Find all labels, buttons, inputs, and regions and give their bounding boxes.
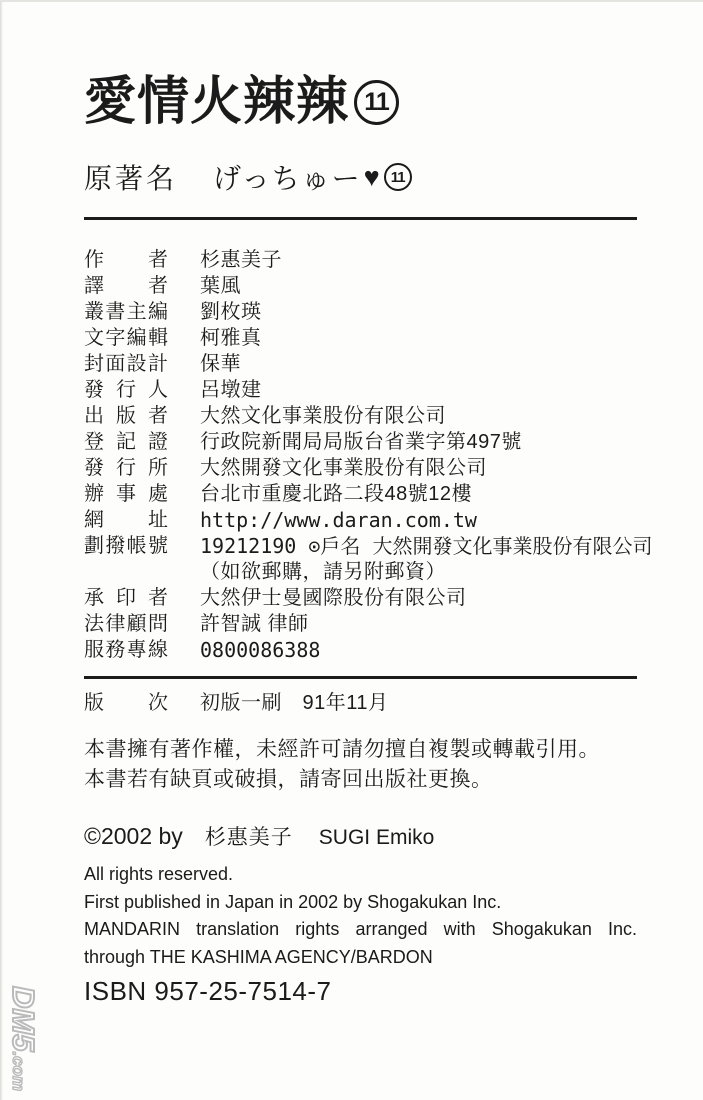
book-title-row [84,74,639,131]
credit-label: 叢 書 主 編 [84,301,168,324]
divider-header [84,217,637,220]
credit-label: 譯 者 [84,275,168,298]
credit-label: 出 版 者 [84,405,168,428]
credit-label: 封 面 設 計 [84,353,168,376]
book-title: 愛情火辣辣 [84,73,350,131]
credit-value: 保華 [200,353,241,376]
watermark-logo-text: DM5 [6,986,41,1052]
credit-value: 行政院新聞局局版台省業字第497號 [200,431,522,454]
damage-return-notice: 本書若有缺頁或破損，請寄回出版社更換。 [84,768,493,792]
credit-label: 網 址 [84,509,168,532]
credit-value: 劉枚瑛 [200,301,262,324]
isbn: ISBN 957-25-7514-7 [84,976,332,1007]
credit-row [84,403,639,429]
rights-reserved-line: All rights reserved. [84,864,234,885]
credit-row [84,351,639,377]
credit-row [84,299,639,325]
copyright-year: ©2002 by [84,823,183,850]
credit-value: 大然開發文化事業股份有限公司 [200,457,487,480]
credit-value: 大然伊士曼國際股份有限公司 [200,587,467,610]
credit-label: 服 務 專 線 [84,639,168,662]
credit-label: 作 者 [84,249,168,272]
original-title: げっちゅー [213,163,362,195]
credit-label: 文 字 編 輯 [84,327,168,350]
copyright-notice: 本書擁有著作權，未經許可請勿擅自複製或轉載引用。 [84,738,600,762]
credit-row [84,247,639,273]
original-volume-badge [384,163,412,191]
credit-value: 台北市重慶北路二段48號12樓 [200,483,472,506]
volume-number: 11 [364,88,389,117]
credit-value: 柯雅真 [200,327,262,350]
heart-icon: ♥ [363,161,380,192]
credit-label: 承 印 者 [84,587,168,610]
credit-value: 19212190 ⊙戶名 大然開發文化事業股份有限公司 [200,534,653,559]
credit-row [84,585,639,611]
credit-value: 杉惠美子 [200,249,282,272]
credit-note: （如欲郵購，請另附郵資） [200,561,446,584]
first-published-line: First published in Japan in 2002 by Shogakukan Inc. [84,891,502,912]
credit-label: 法 律 顧 問 [84,613,168,636]
credit-value: http://www.daran.com.tw [200,508,477,533]
original-volume-number: 11 [390,168,405,186]
divider-edition [84,676,637,679]
credit-row [84,507,639,533]
author-name-cjk: 杉惠美子 [204,826,293,850]
edition-value: 初版一刷 91年11月 [200,692,389,715]
notices [84,735,639,795]
author-name-en: SUGI Emiko [318,826,435,850]
credit-value: 葉風 [200,275,241,298]
watermark-domain-suffix: .com [9,1051,28,1092]
copyright-line [84,821,639,851]
credits-table [84,247,653,663]
original-title-label: 原著名 [84,163,178,195]
credit-label: 登 記 證 [84,431,168,454]
credit-row [84,377,639,403]
credit-row [84,325,639,351]
dm5-watermark [5,986,41,1091]
original-title-row [84,157,639,197]
credit-label: 發 行 所 [84,457,168,480]
credit-label: 發 行 人 [84,379,168,402]
credit-row [84,637,639,663]
credit-value: 呂墩建 [200,379,262,402]
scan-edge-top [0,0,703,2]
agency-line: through THE KASHIMA AGENCY/BARDON [84,946,433,967]
credit-row [84,455,639,481]
credit-label: 辦 事 處 [84,483,168,506]
scan-edge-left [0,0,3,1100]
translation-rights-line: MANDARIN translation rights arranged with Shogakukan Inc. [84,919,637,940]
credit-label: 劃 撥 帳 號 [84,535,168,558]
credit-row [84,273,639,299]
credit-row [84,533,653,559]
credit-value: 大然文化事業股份有限公司 [200,405,446,428]
credit-value: 0800086388 [200,638,321,663]
english-rights-block [84,861,637,971]
credit-row [84,429,639,455]
credit-row [84,611,639,637]
credit-row [84,481,639,507]
edition-row [84,690,639,716]
volume-badge [354,80,399,125]
edition-label: 版 次 [84,692,168,715]
credit-value: 許智誠 律師 [200,613,309,636]
